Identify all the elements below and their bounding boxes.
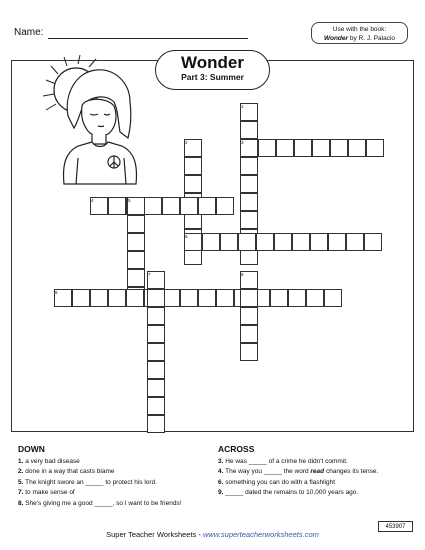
clue-number-6: 6 (185, 234, 188, 239)
down-clue-2: 2. done in a way that casts blame (18, 468, 115, 475)
down-clues (18, 444, 182, 509)
down-heading: DOWN (18, 444, 45, 454)
crossword-cell[interactable] (240, 175, 258, 193)
crossword-cell[interactable] (346, 233, 364, 251)
crossword-cell[interactable] (330, 139, 348, 157)
crossword-cell[interactable] (147, 415, 165, 433)
down-clue-5: 5. The knight swore an _____ to protect his lord. (18, 478, 158, 486)
crossword-cell[interactable] (162, 197, 180, 215)
crossword-cell[interactable] (258, 139, 276, 157)
crossword-cell[interactable] (144, 197, 162, 215)
book-author: by R. J. Palacio (348, 35, 396, 42)
crossword-cell[interactable] (366, 139, 384, 157)
footer-site-link[interactable]: www.superteacherworksheets.com (202, 530, 319, 539)
crossword-cell[interactable] (220, 233, 238, 251)
clue-number-5: 5 (128, 198, 131, 203)
crossword-cell[interactable] (256, 233, 274, 251)
book-line2 (312, 34, 407, 43)
book-title: Wonder (323, 35, 349, 42)
crossword-cell[interactable] (270, 289, 288, 307)
clue-number-7: 7 (148, 272, 151, 277)
crossword-cell[interactable] (90, 289, 108, 307)
footer (0, 530, 425, 539)
crossword-cell[interactable] (324, 289, 342, 307)
down-clue-8: 8. She's giving me a good _____, so I want to be friends! (18, 499, 182, 507)
clue-number-4: 4 (91, 198, 94, 203)
across-clue-3: 3. He was _____ of a crime he didn't commit. (218, 457, 348, 465)
worksheet-code: 453907 (378, 521, 413, 532)
crossword-cell[interactable] (348, 139, 366, 157)
across-clue-9: 9. _____ dated the remains to 10,000 years ago. (218, 489, 359, 496)
crossword-cell[interactable] (147, 307, 165, 325)
crossword-cell[interactable] (127, 251, 145, 269)
crossword-cell[interactable] (108, 289, 126, 307)
crossword-cell[interactable] (364, 233, 382, 251)
crossword-cell[interactable] (72, 289, 90, 307)
crossword-cell[interactable] (306, 289, 324, 307)
crossword-cell[interactable] (108, 197, 126, 215)
crossword-cell[interactable] (198, 289, 216, 307)
clue-number-8: 8 (241, 272, 244, 277)
crossword-cell[interactable] (147, 361, 165, 379)
crossword-cell[interactable] (202, 233, 220, 251)
name-line[interactable] (48, 38, 248, 39)
footer-brand: Super Teacher Worksheets - (106, 530, 203, 539)
crossword-cell[interactable] (240, 193, 258, 211)
crossword-cell[interactable] (276, 139, 294, 157)
crossword-cell[interactable] (216, 197, 234, 215)
crossword-cell[interactable] (127, 269, 145, 287)
across-heading: ACROSS (218, 444, 255, 454)
crossword-cell[interactable] (216, 289, 234, 307)
crossword-cell[interactable] (310, 233, 328, 251)
crossword-cell[interactable] (126, 289, 144, 307)
crossword-cell[interactable] (240, 157, 258, 175)
crossword-cell[interactable] (274, 233, 292, 251)
page-subtitle: Part 3: Summer (181, 72, 244, 82)
crossword-cell[interactable] (198, 197, 216, 215)
crossword-cell[interactable] (240, 121, 258, 139)
crossword-cell[interactable] (180, 289, 198, 307)
crossword-cell[interactable] (184, 175, 202, 193)
crossword-cell[interactable] (240, 211, 258, 229)
crossword-cell[interactable] (312, 139, 330, 157)
crossword-cell[interactable] (184, 157, 202, 175)
crossword-cell[interactable] (240, 289, 258, 307)
down-clue-7: 7. to make sense of (18, 489, 75, 496)
down-clue-1: 1. a very bad disease (18, 457, 80, 465)
crossword-cell[interactable] (240, 343, 258, 361)
crossword-cell[interactable] (294, 139, 312, 157)
clue-number-2: 2 (185, 140, 188, 145)
crossword-cell[interactable] (147, 343, 165, 361)
crossword-cell[interactable] (180, 197, 198, 215)
book-info-box (311, 22, 408, 44)
crossword-cell[interactable] (328, 233, 346, 251)
across-clue-4: 4. The way you _____ the word read changes its tense. (218, 468, 379, 475)
across-clues (218, 444, 378, 499)
crossword-cell[interactable] (147, 325, 165, 343)
clue-number-3: 3 (241, 140, 244, 145)
book-line1: Use with the book: (332, 26, 387, 33)
title-pill (155, 50, 270, 90)
across-clue-6: 6. something you can do with a flashlight (218, 478, 336, 486)
clue-number-1: 1 (241, 104, 244, 109)
page-title: Wonder (181, 53, 244, 72)
crossword-cell[interactable] (238, 233, 256, 251)
crossword-cell[interactable] (240, 325, 258, 343)
name-label: Name: (14, 27, 44, 38)
crossword-cell[interactable] (240, 307, 258, 325)
girl-illustration-icon (34, 54, 144, 189)
crossword-cell[interactable] (292, 233, 310, 251)
crossword-cell[interactable] (147, 379, 165, 397)
crossword-cell[interactable] (147, 289, 165, 307)
crossword-cell[interactable] (127, 233, 145, 251)
crossword-cell[interactable] (288, 289, 306, 307)
crossword-cell[interactable] (147, 397, 165, 415)
crossword-cell[interactable] (127, 215, 145, 233)
clue-number-9: 9 (55, 290, 58, 295)
